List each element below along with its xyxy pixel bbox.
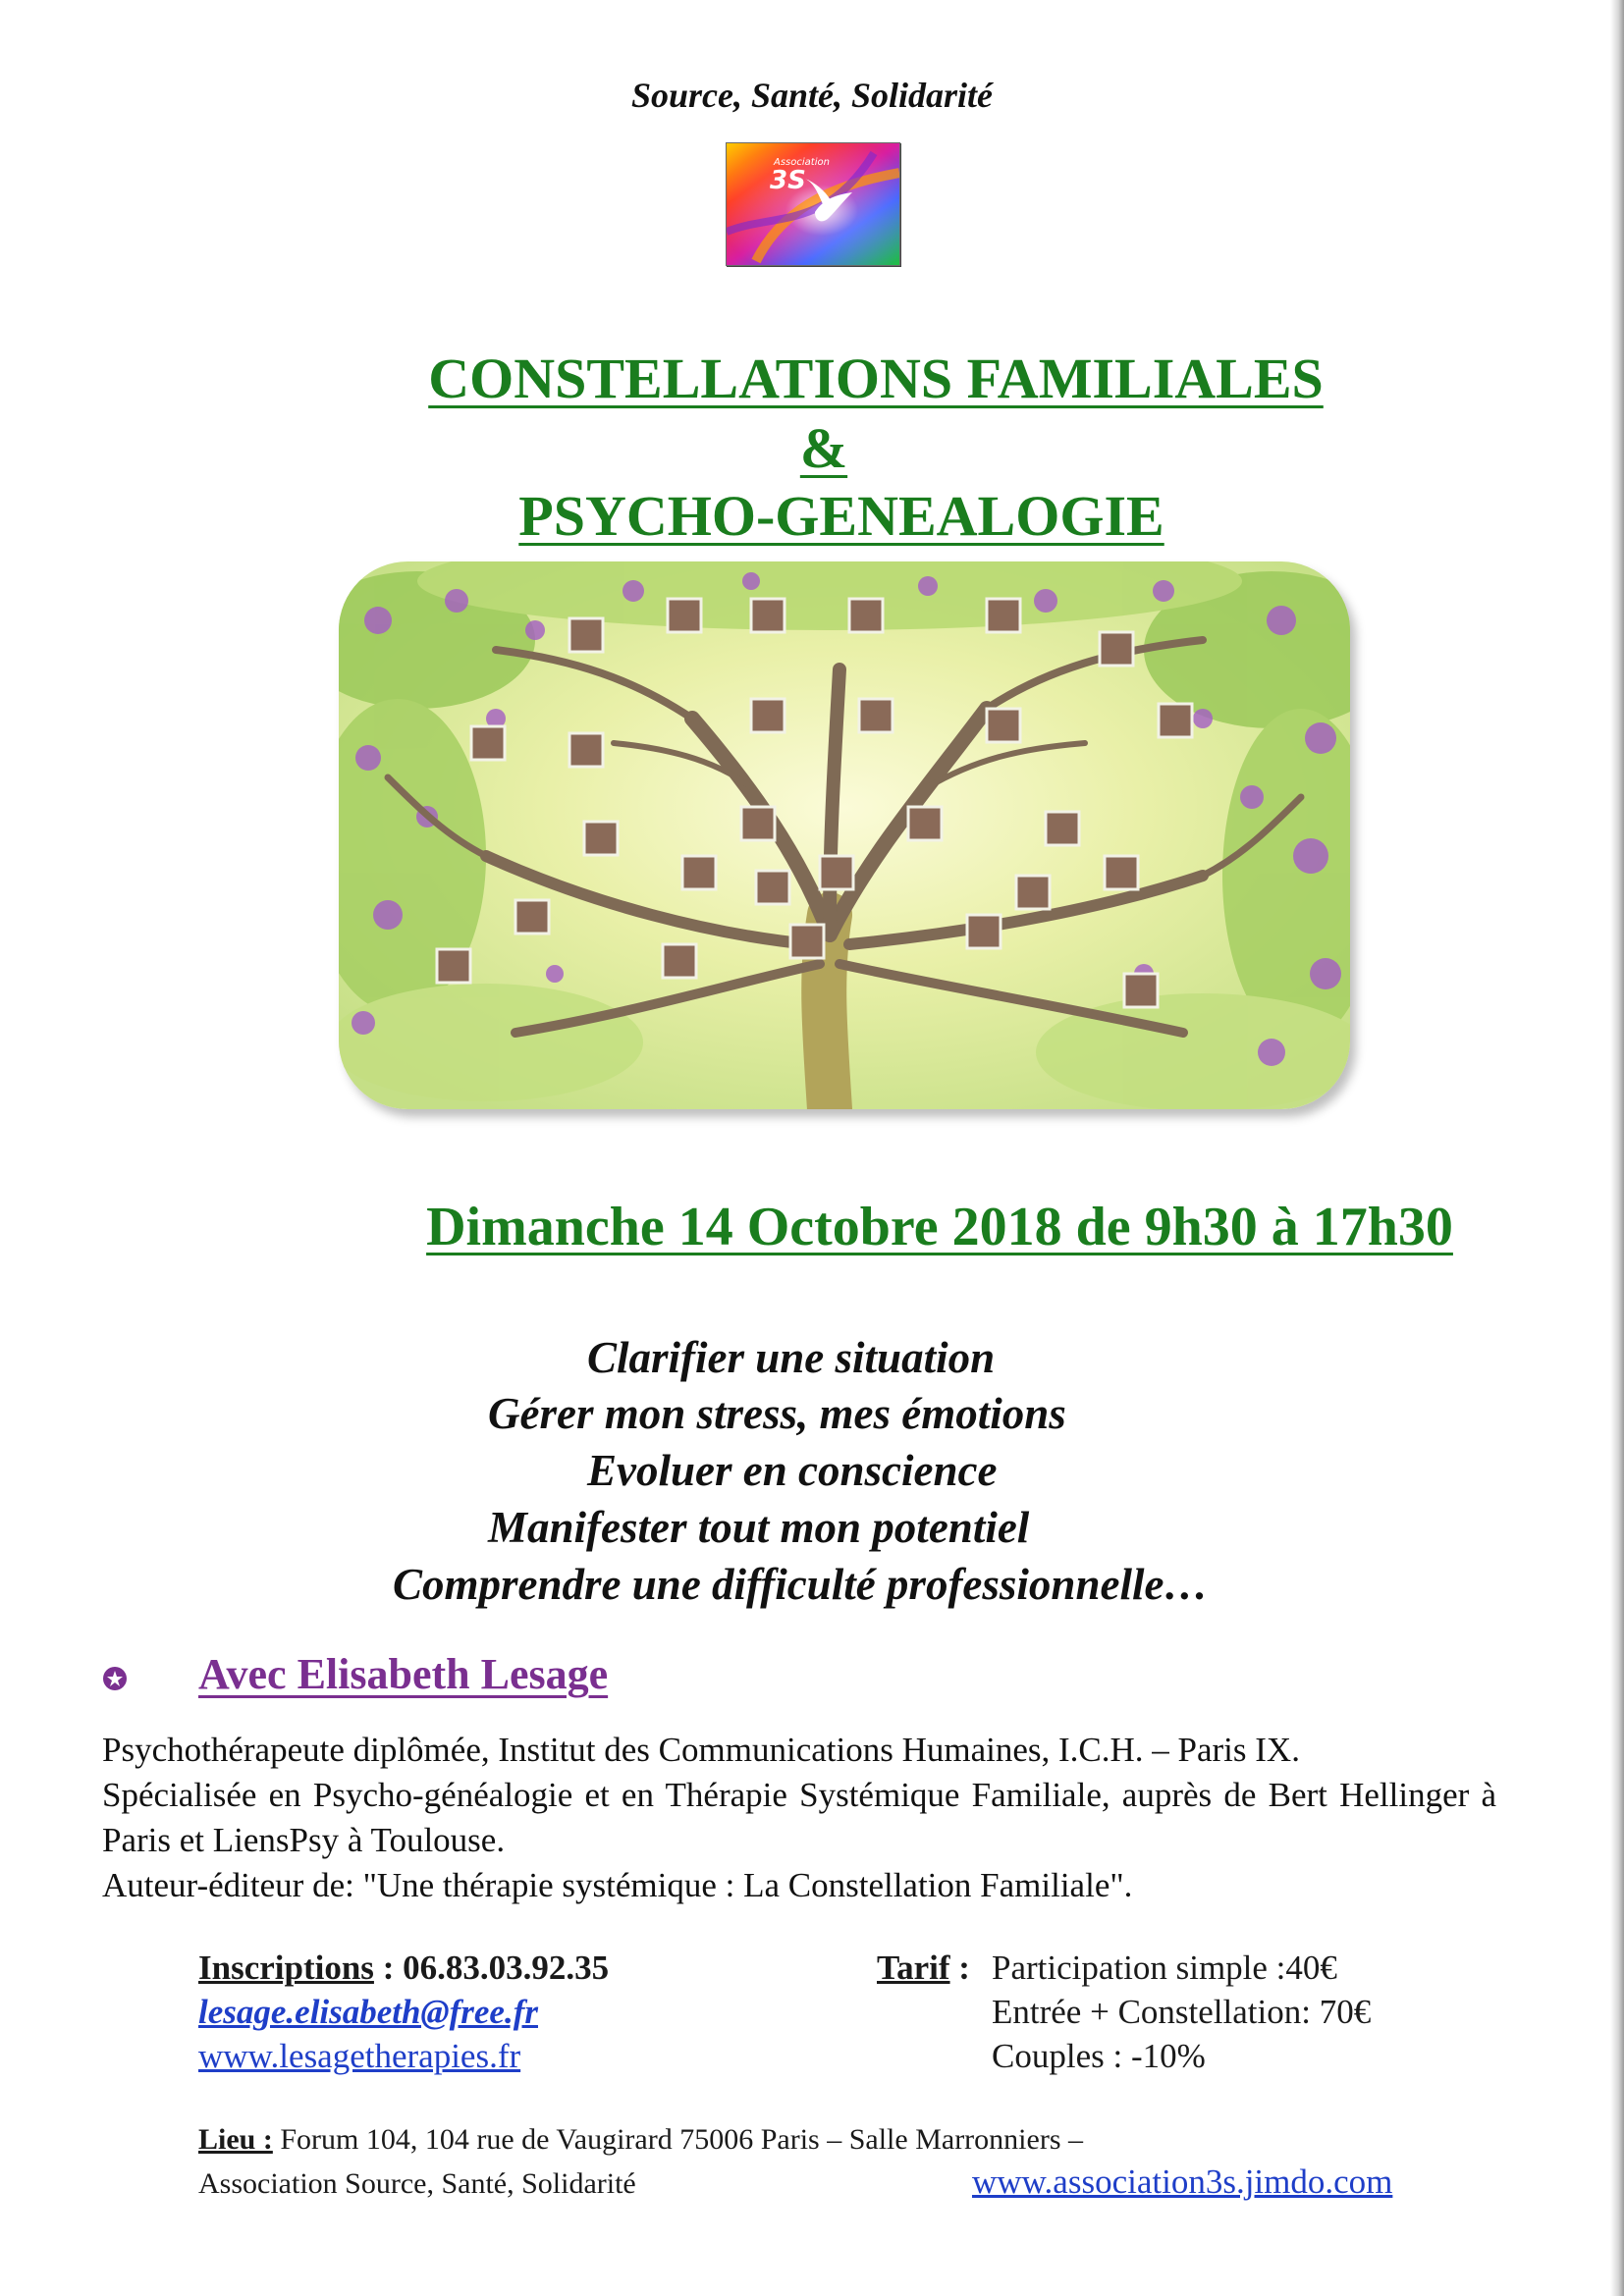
price-item: Couples : -10%	[992, 2037, 1206, 2075]
title-ampersand: &	[799, 416, 848, 480]
presenter-heading: Avec Elisabeth Lesage	[198, 1650, 609, 1698]
venue-association: Association Source, Santé, Solidarité	[198, 2167, 636, 2200]
registration-line: Inscriptions : 06.83.03.92.35	[198, 1949, 610, 1987]
scan-edge-shadow	[1610, 0, 1624, 2296]
email-link[interactable]: lesage.elisabeth@free.fr	[198, 1993, 538, 2031]
price-item: Entrée + Constellation: 70€	[992, 1993, 1372, 2031]
goal-item: Comprendre une difficulté professionnelle…	[393, 1560, 1209, 1609]
event-date: Dimanche 14 Octobre 2018 de 9h30 à 17h30	[426, 1197, 1453, 1257]
goal-item: Evoluer en conscience	[587, 1446, 998, 1495]
title-line-1: CONSTELLATIONS FAMILIALES	[428, 347, 1324, 410]
presenter-bio	[102, 1728, 1496, 1908]
venue-label: Lieu :	[198, 2123, 273, 2156]
svg-text:3S: 3S	[770, 166, 806, 195]
association-logo	[726, 142, 900, 266]
organization-name: Source, Santé, Solidarité	[630, 76, 994, 115]
bio-line: Spécialisée en Psycho-généalogie et en Thérapie Systémique Familiale, auprès de Bert Hellinger à Paris et LiensPsy à Toulouse.	[102, 1776, 1496, 1859]
goal-item: Clarifier une situation	[587, 1333, 996, 1382]
venue-address: Forum 104, 104 rue de Vaugirard 75006 Paris – Salle Marronniers –	[272, 2123, 1083, 2156]
price-item: Participation simple :40€	[992, 1949, 1337, 1987]
family-tree-illustration	[339, 561, 1350, 1109]
pricing-label: Tarif	[877, 1949, 950, 1987]
bio-line: Psychothérapeute diplômée, Institut des Communications Humaines, I.C.H. – Paris IX.	[102, 1731, 1300, 1769]
star-bullet-icon	[102, 1666, 128, 1691]
association-website-link[interactable]: www.association3s.jimdo.com	[972, 2163, 1393, 2201]
bio-line: Auteur-éditeur de: "Une thérapie systémique : La Constellation Familiale".	[102, 1866, 1133, 1904]
registration-phone: 06.83.03.92.35	[403, 1949, 610, 1987]
website-link[interactable]: www.lesagetherapies.fr	[198, 2037, 521, 2075]
pricing-label-line: Tarif :	[877, 1949, 970, 1987]
goal-item: Gérer mon stress, mes émotions	[488, 1389, 1066, 1438]
goal-item: Manifester tout mon potentiel	[488, 1503, 1030, 1552]
registration-label: Inscriptions	[198, 1949, 374, 1987]
venue-line	[198, 2123, 1083, 2157]
title-line-3: PSYCHO-GENEALOGIE	[518, 484, 1164, 548]
svg-text:Association: Association	[774, 157, 830, 168]
